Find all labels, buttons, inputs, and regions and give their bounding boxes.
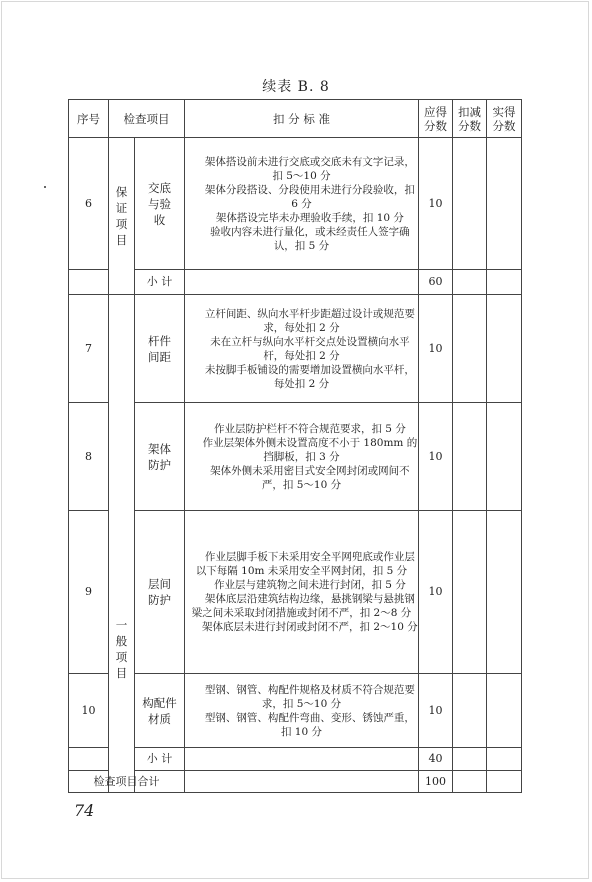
page-number: 74: [74, 801, 95, 820]
header-criteria: 扣 分 标 准: [185, 100, 419, 138]
group-guarantee: 保证项目: [109, 138, 135, 295]
total-label: 检查项目合计: [69, 771, 185, 793]
due-score: 10: [419, 295, 453, 403]
row-number: 9: [69, 511, 109, 674]
table-row: [69, 511, 522, 674]
header-no: 序号: [69, 100, 109, 138]
subtotal-score: 40: [419, 748, 453, 771]
due-score: 10: [419, 674, 453, 748]
header-actual-score: 实得分数: [487, 100, 522, 138]
table-row: [69, 295, 522, 403]
actual-score: [487, 403, 522, 511]
subtotal-row: [69, 748, 522, 771]
header-item: 检查项目: [109, 100, 185, 138]
deduct-score: [453, 674, 487, 748]
deduct-score: [453, 138, 487, 270]
inspection-table: [68, 99, 522, 793]
deduct-score: [453, 403, 487, 511]
item-name: 架体防护: [135, 403, 185, 511]
item-name: 构配件材质: [135, 674, 185, 748]
criteria-cell: 作业层脚手板下未采用安全平网兜底或作业层以下每隔 10m 未采用安全平网封闭，扣 5 分 作业层与建筑物之间未进行封闭，扣 5 分 架体底层沿建筑结构边缘，悬挑钢梁与悬挑钢梁之间未采取封闭措施或封闭不严，扣 2～8 分 架体底层未进行封闭或封闭不严，扣 2～10 分: [185, 511, 419, 674]
subtotal-row: [69, 270, 522, 295]
subtotal-label: 小 计: [135, 748, 185, 771]
actual-score: [487, 295, 522, 403]
actual-score: [487, 511, 522, 674]
criteria-cell: 作业层防护栏杆不符合规范要求，扣 5 分 作业层架体外侧未设置高度不小于 180mm 的挡脚板，扣 3 分 架体外侧未采用密目式安全网封闭或网间不严，扣 5～10 分: [185, 403, 419, 511]
subtotal-label: 小 计: [135, 270, 185, 295]
due-score: 10: [419, 511, 453, 674]
row-number: 10: [69, 674, 109, 748]
row-number: 7: [69, 295, 109, 403]
total-row: [69, 771, 522, 793]
row-number: 6: [69, 138, 109, 270]
table-caption: 续表 B. 8: [262, 79, 330, 95]
criteria-cell: 架体搭设前未进行交底或交底未有文字记录，扣 5～10 分 架体分段搭设、分段使用未进行分段验收，扣 6 分 架体搭设完毕未办理验收手续，扣 10 分 验收内容未进行量化，或未经责任人签字确认，扣 5 分: [185, 138, 419, 270]
item-name: 杆件间距: [135, 295, 185, 403]
criteria-cell: 型钢、钢管、构配件规格及材质不符合规范要求，扣 5～10 分 型钢、钢管、构配件弯曲、变形、锈蚀严重，扣 10 分: [185, 674, 419, 748]
due-score: 10: [419, 403, 453, 511]
due-score: 10: [419, 138, 453, 270]
header-row: [69, 100, 522, 138]
table-row: [69, 138, 522, 270]
deduct-score: [453, 511, 487, 674]
actual-score: [487, 138, 522, 270]
header-deduct-score: 扣减分数: [453, 100, 487, 138]
subtotal-score: 60: [419, 270, 453, 295]
criteria-cell: 立杆间距、纵向水平杆步距超过设计或规范要求，每处扣 2 分 未在立杆与纵向水平杆交点处设置横向水平杆，每处扣 2 分 未按脚手板铺设的需要增加设置横向水平杆，每处扣 2 分: [185, 295, 419, 403]
total-score: 100: [419, 771, 453, 793]
actual-score: [487, 674, 522, 748]
scan-speck: [44, 186, 46, 188]
table-row: [69, 674, 522, 748]
group-general: 一般项目: [109, 295, 135, 793]
table-row: [69, 403, 522, 511]
header-due-score: 应得分数: [419, 100, 453, 138]
item-name: 层间防护: [135, 511, 185, 674]
deduct-score: [453, 295, 487, 403]
row-number: 8: [69, 403, 109, 511]
item-name: 交底与验收: [135, 138, 185, 270]
